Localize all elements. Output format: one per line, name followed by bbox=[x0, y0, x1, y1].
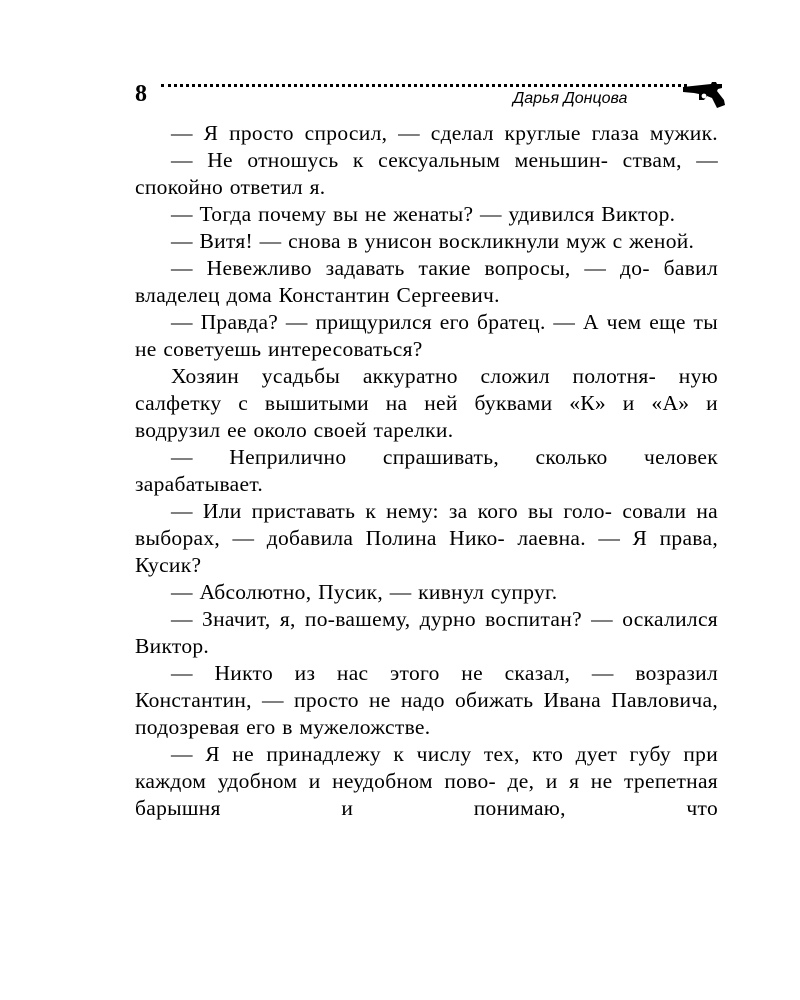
paragraph: — Неприлично спрашивать, сколько человек зарабатывает. bbox=[135, 445, 718, 496]
paragraph: — Правда? — прищурился его братец. — А чем еще ты не советуешь интересоваться? bbox=[135, 310, 718, 361]
paragraph: — Невежливо задавать такие вопросы, — до- бавил владелец дома Константин Сергеевич. bbox=[135, 256, 718, 307]
pistol-icon bbox=[682, 78, 726, 110]
running-header bbox=[135, 78, 725, 112]
body-text bbox=[135, 120, 718, 822]
paragraph: — Я не принадлежу к числу тех, кто дует губу при каждом удобном и неудобном пово- де, и я не трепетная барышня и понимаю, что bbox=[135, 742, 718, 820]
paragraph: — Значит, я, по-вашему, дурно воспитан? — оскалился Виктор. bbox=[135, 607, 718, 658]
paragraph: Хозяин усадьбы аккуратно сложил полотня- ную салфетку с вышитыми на ней буквами «К» и «А» и водрузил ее около своей тарелки. bbox=[135, 364, 718, 442]
paragraph: — Тогда почему вы не женаты? — удивился Виктор. bbox=[171, 202, 676, 226]
dotted-rule bbox=[161, 84, 687, 87]
paragraph: — Никто из нас этого не сказал, — возразил Константин, — просто не надо обижать Ивана Павловича, подозревая его в мужеложстве. bbox=[135, 661, 718, 739]
paragraph: — Или приставать к нему: за кого вы голо- совали на выборах, — добавила Полина Нико- лаевна. — Я права, Кусик? bbox=[135, 499, 718, 577]
paragraph: — Не отношусь к сексуальным меньшин- ствам, — спокойно ответил я. bbox=[135, 148, 718, 199]
paragraph: — Я просто спросил, — сделал круглые глаза мужик. bbox=[171, 121, 718, 145]
paragraph: — Витя! — снова в унисон воскликнули муж с женой. bbox=[171, 229, 695, 253]
paragraph: — Абсолютно, Пусик, — кивнул супруг. bbox=[171, 580, 558, 604]
running-head-author: Дарья Донцова bbox=[513, 90, 628, 107]
page-number: 8 bbox=[135, 81, 147, 107]
